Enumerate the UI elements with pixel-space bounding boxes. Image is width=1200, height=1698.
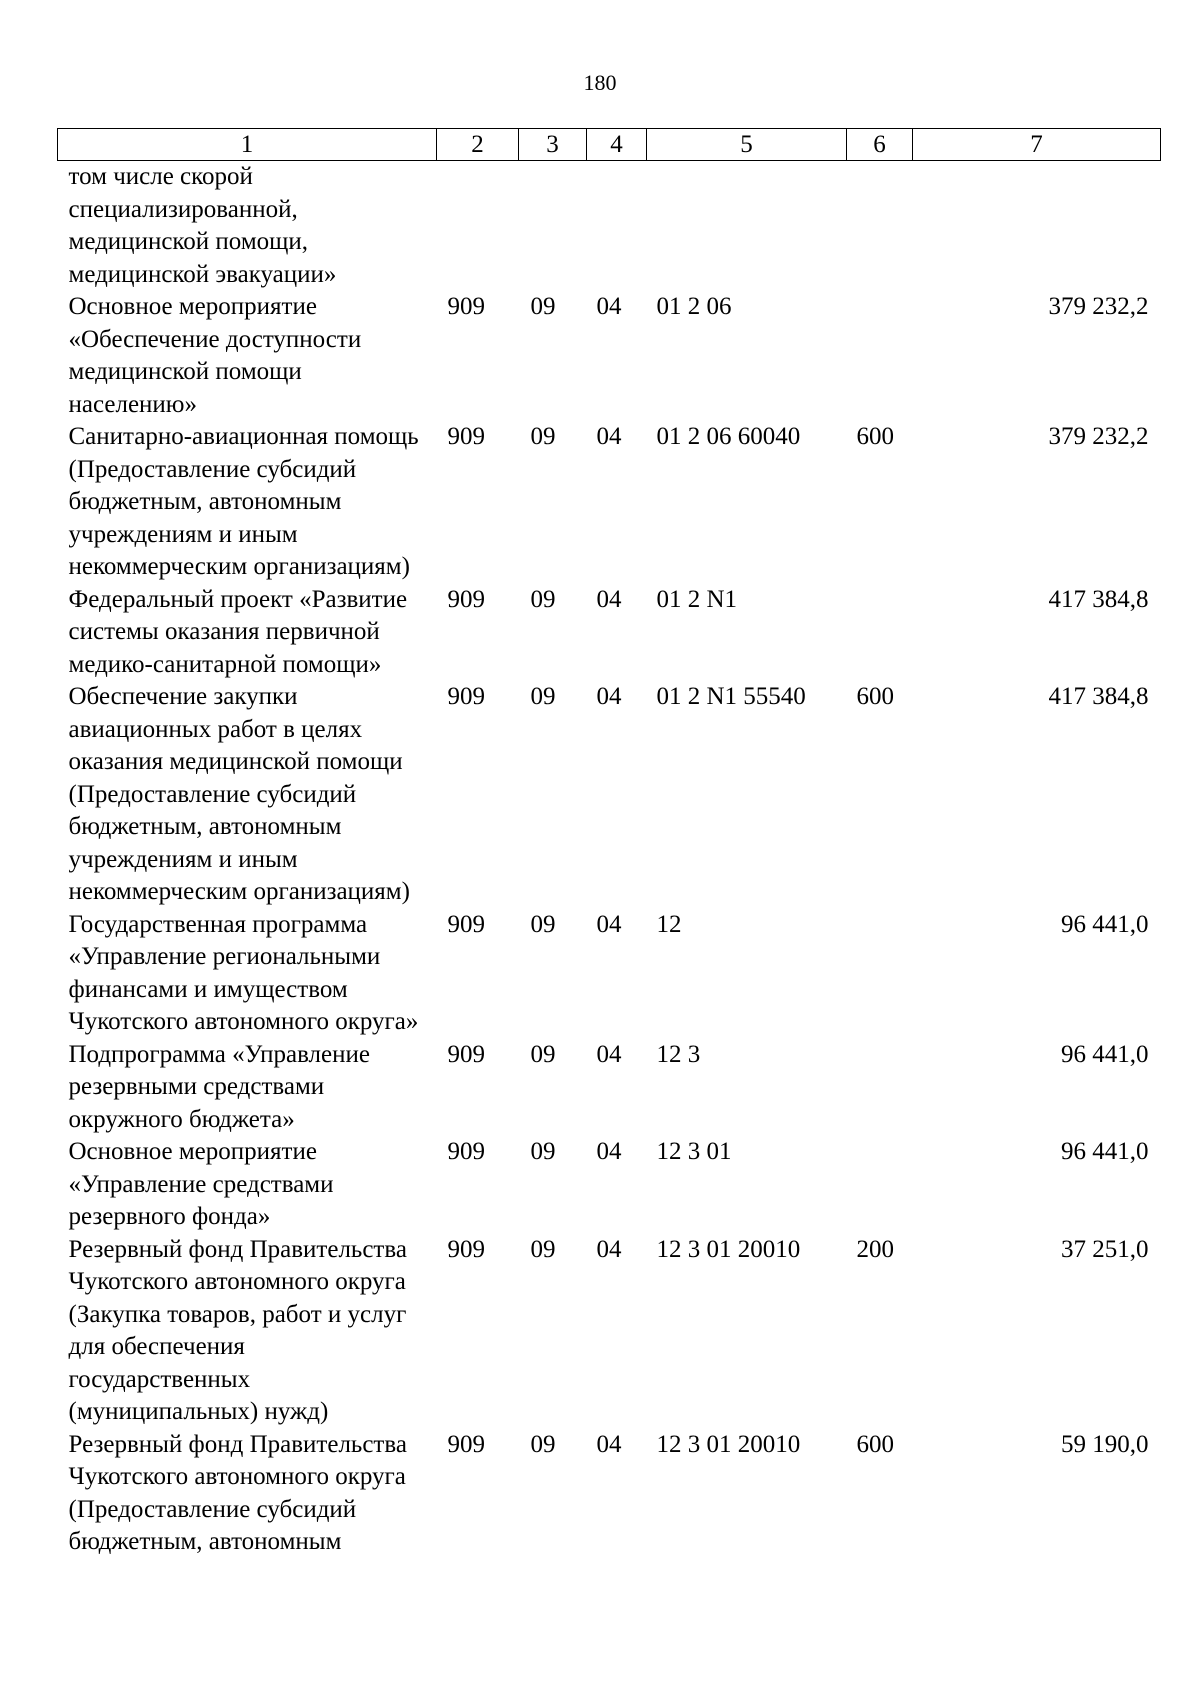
amount-cell: 379 232,2 bbox=[1048, 423, 1149, 450]
admin-code-cell: 909 bbox=[447, 1430, 485, 1458]
row-name-cell: Обеспечение закупки авиационных работ в целях оказания медицинской помощи (Предоставление субсидий бюджетным, автономным учреждениям и иным некоммерческим организациям) bbox=[68, 683, 410, 905]
subsection-cell: 04 bbox=[596, 910, 622, 938]
column-header-3: 3 bbox=[519, 129, 587, 161]
table-body bbox=[58, 161, 1161, 1559]
row-name-cell: Основное мероприятие «Обеспечение доступности медицинской помощи населению» bbox=[68, 293, 362, 418]
target-article-cell: 01 2 N1 55540 bbox=[656, 683, 806, 710]
column-header-6: 6 bbox=[847, 129, 913, 161]
subsection-cell: 04 bbox=[596, 1138, 622, 1165]
subsection-cell: 04 bbox=[596, 683, 622, 710]
target-article-cell: 12 3 bbox=[656, 1040, 701, 1068]
admin-code-cell: 909 bbox=[447, 293, 485, 320]
table-row bbox=[58, 421, 1161, 584]
target-article-cell bbox=[647, 161, 847, 292]
amount-cell: 96 441,0 bbox=[1061, 910, 1149, 938]
row-name-cell: Резервный фонд Правительства Чукотского автономного округа (Предоставление субсидий бюджетным, автономным bbox=[68, 1430, 407, 1555]
budget-table bbox=[57, 128, 1161, 1559]
row-name-cell: Подпрограмма «Управление резервными средствами окружного бюджета» bbox=[68, 1040, 370, 1133]
row-name-cell: Основное мероприятие «Управление средствами резервного фонда» bbox=[68, 1138, 334, 1230]
expense-type-cell bbox=[847, 584, 913, 682]
target-article-cell: 12 bbox=[656, 910, 682, 938]
section-cell: 09 bbox=[530, 423, 556, 450]
section-cell: 09 bbox=[530, 910, 556, 938]
row-name-cell: Государственная программа «Управление региональными финансами и имуществом Чукотского автономного округа» bbox=[68, 910, 419, 1035]
section-cell bbox=[519, 161, 587, 292]
column-number-header-row bbox=[58, 129, 1161, 161]
column-header-7: 7 bbox=[913, 129, 1161, 161]
section-cell: 09 bbox=[530, 293, 556, 320]
table-row bbox=[58, 161, 1161, 292]
table-row bbox=[58, 1429, 1161, 1559]
expense-type-cell bbox=[847, 909, 913, 1039]
admin-code-cell: 909 bbox=[447, 683, 485, 710]
amount-cell: 96 441,0 bbox=[1061, 1138, 1149, 1165]
table-row bbox=[58, 1136, 1161, 1234]
page-number: 180 bbox=[583, 70, 617, 95]
column-header-4: 4 bbox=[587, 129, 647, 161]
subsection-cell: 04 bbox=[596, 1430, 622, 1458]
row-name-cell: Санитарно-авиационная помощь (Предоставление субсидий бюджетным, автономным учреждениям и иным некоммерческим организациям) bbox=[68, 423, 419, 580]
table-row bbox=[58, 291, 1161, 421]
target-article-cell: 12 3 01 20010 bbox=[656, 1430, 801, 1458]
section-cell: 09 bbox=[530, 585, 556, 613]
admin-code-cell: 909 bbox=[447, 585, 485, 613]
admin-code-cell: 909 bbox=[447, 910, 485, 938]
subsection-cell: 04 bbox=[596, 585, 622, 613]
row-name-cell: том числе скорой специализированной, медицинской помощи, медицинской эвакуации» bbox=[68, 163, 337, 288]
admin-code-cell: 909 bbox=[447, 423, 485, 450]
section-cell: 09 bbox=[530, 1430, 556, 1458]
table-row bbox=[58, 584, 1161, 682]
expense-type-cell: 600 bbox=[856, 1430, 894, 1458]
expense-type-cell bbox=[847, 291, 913, 421]
admin-code-cell: 909 bbox=[447, 1235, 485, 1263]
row-name-cell: Резервный фонд Правительства Чукотского автономного округа (Закупка товаров, работ и услуг для обеспечения государственных (муниципальных) нужд) bbox=[68, 1235, 407, 1425]
subsection-cell: 04 bbox=[596, 1040, 622, 1068]
target-article-cell: 01 2 06 60040 bbox=[656, 423, 801, 450]
target-article-cell: 01 2 06 bbox=[656, 293, 732, 320]
expense-type-cell bbox=[847, 1136, 913, 1234]
amount-cell: 96 441,0 bbox=[1061, 1040, 1149, 1068]
subsection-cell: 04 bbox=[596, 423, 622, 450]
table-row bbox=[58, 681, 1161, 909]
expense-type-cell bbox=[847, 161, 913, 292]
amount-cell bbox=[913, 161, 1161, 292]
expense-type-cell: 600 bbox=[856, 423, 894, 450]
amount-cell: 417 384,8 bbox=[1048, 585, 1149, 613]
admin-code-cell bbox=[437, 161, 519, 292]
admin-code-cell: 909 bbox=[447, 1040, 485, 1068]
table-row bbox=[58, 1234, 1161, 1429]
column-header-1: 1 bbox=[58, 129, 437, 161]
section-cell: 09 bbox=[530, 1235, 556, 1263]
target-article-cell: 01 2 N1 bbox=[656, 585, 738, 613]
table-row bbox=[58, 909, 1161, 1039]
admin-code-cell: 909 bbox=[447, 1138, 485, 1165]
row-name-cell: Федеральный проект «Развитие системы оказания первичной медико-санитарной помощи» bbox=[68, 585, 408, 678]
amount-cell: 417 384,8 bbox=[1048, 683, 1149, 710]
column-header-5: 5 bbox=[647, 129, 847, 161]
target-article-cell: 12 3 01 bbox=[656, 1138, 732, 1165]
subsection-cell: 04 bbox=[596, 1235, 622, 1263]
section-cell: 09 bbox=[530, 1138, 556, 1165]
expense-type-cell bbox=[847, 1039, 913, 1137]
column-header-2: 2 bbox=[437, 129, 519, 161]
amount-cell: 379 232,2 bbox=[1048, 293, 1149, 320]
subsection-cell bbox=[587, 161, 647, 292]
table-row bbox=[58, 1039, 1161, 1137]
section-cell: 09 bbox=[530, 683, 556, 710]
amount-cell: 59 190,0 bbox=[1061, 1430, 1149, 1458]
section-cell: 09 bbox=[530, 1040, 556, 1068]
target-article-cell: 12 3 01 20010 bbox=[656, 1235, 801, 1263]
subsection-cell: 04 bbox=[596, 293, 622, 320]
expense-type-cell: 200 bbox=[856, 1235, 894, 1263]
amount-cell: 37 251,0 bbox=[1061, 1235, 1149, 1263]
expense-type-cell: 600 bbox=[856, 683, 894, 710]
